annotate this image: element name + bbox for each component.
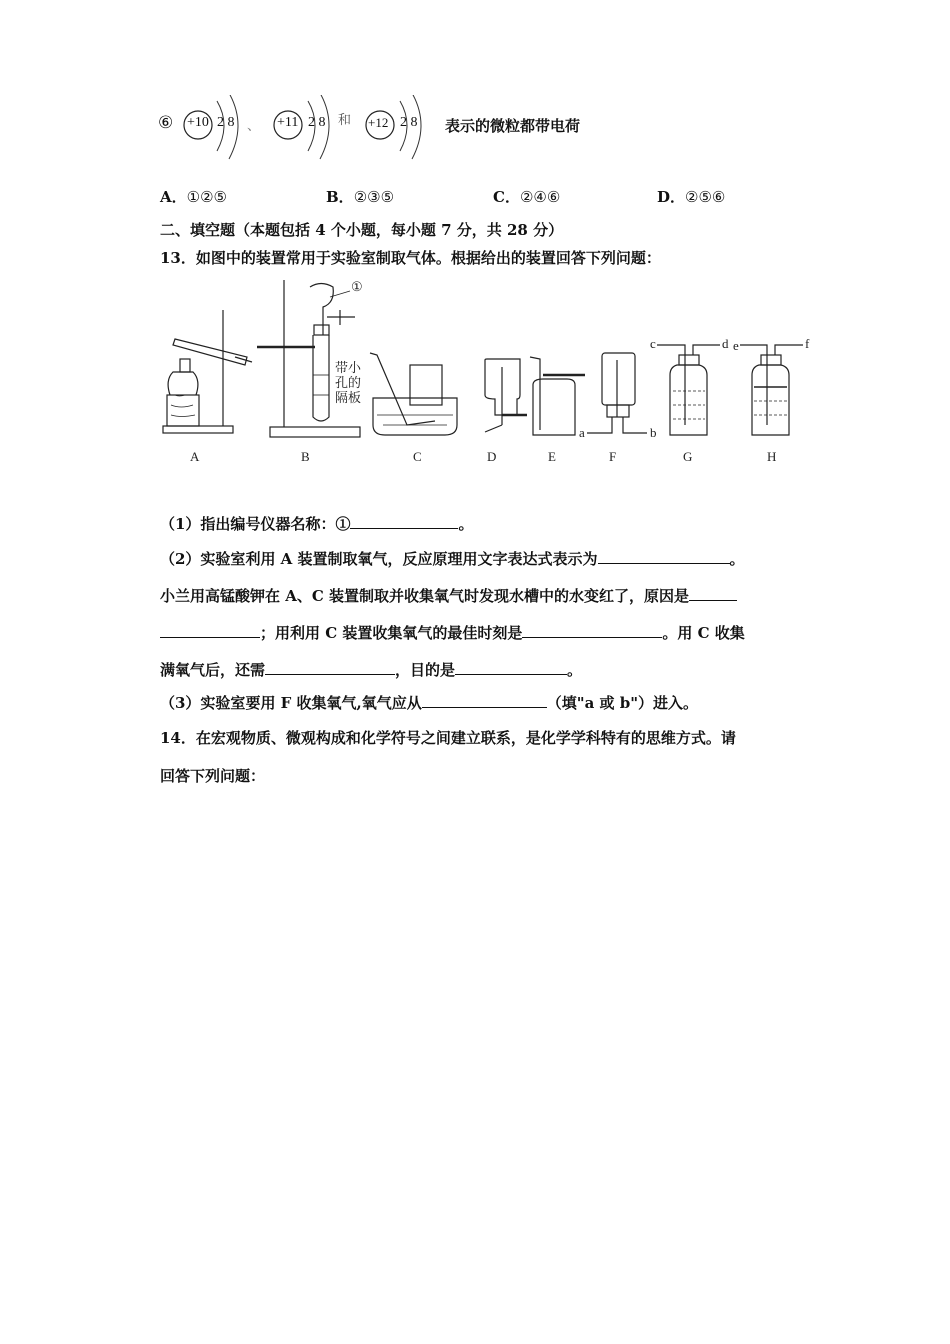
port-d: d	[722, 336, 729, 351]
separator-2: 和	[338, 113, 352, 128]
option-b-label: B．	[326, 188, 354, 206]
label-g: G	[683, 449, 693, 464]
apparatus-b-icon	[257, 280, 360, 437]
separator-1: 、	[247, 119, 261, 134]
q13-stem: 13．如图中的装置常用于实验室制取气体。根据给出的装置回答下列问题：	[160, 249, 661, 267]
answer-blank-3b[interactable]	[160, 623, 260, 638]
option-a-value: ①②⑤	[186, 188, 227, 206]
option-c-label: C．	[493, 188, 520, 206]
section-title: 二、填空题（本题包括 4 个小题，每小题 7 分，共 28 分）	[160, 221, 564, 239]
label-a: A	[190, 449, 200, 464]
apparatus-g-icon	[657, 345, 720, 435]
q13-part2-end: 。	[729, 550, 745, 568]
port-b: b	[650, 425, 657, 440]
port-e: e	[733, 338, 739, 353]
option-d-value: ②⑤⑥	[685, 188, 726, 206]
label-c: C	[413, 449, 422, 464]
label-f: F	[609, 449, 617, 464]
nucleus-charge-3: +12	[368, 115, 389, 130]
q13-part1-text: （1）指出编号仪器名称：①	[160, 515, 351, 533]
label-d: D	[487, 449, 497, 464]
option-a	[160, 186, 227, 207]
port-f: f	[805, 336, 810, 351]
q13-part3-end: （填"a 或 b"）进入。	[546, 694, 699, 712]
apparatus-svg	[155, 275, 825, 470]
apparatus-d-icon	[485, 359, 527, 432]
apparatus-a-icon	[163, 310, 252, 433]
answer-blank-1[interactable]	[350, 514, 458, 529]
item-marker: ⑥	[158, 113, 174, 133]
apparatus-figure	[155, 275, 825, 470]
callout-1: ①	[351, 279, 363, 294]
partition-note-1: 带小	[335, 360, 362, 375]
q13-part2-text: （2）实验室利用 A 装置制取氧气，反应原理用文字表达式表示为	[160, 550, 598, 568]
q13-part2b-text4: 满氧气后，还需	[160, 661, 266, 679]
q13-part2	[160, 548, 745, 569]
q13-part2b-text5: ，目的是	[395, 661, 456, 679]
answer-blank-7[interactable]	[422, 693, 547, 708]
electron-shells-2: 2 8	[308, 115, 326, 130]
answer-blank-2[interactable]	[598, 549, 730, 564]
q13-part1	[160, 513, 473, 534]
q13-part2b-line1	[160, 585, 737, 606]
apparatus-f-icon	[587, 353, 647, 433]
partition-note-2: 孔的	[335, 375, 362, 390]
nucleus-charge-2: +11	[277, 115, 299, 130]
q14-line1: 14．在宏观物质、微观构成和化学符号之间建立联系，是化学学科特有的思维方式。请	[160, 729, 736, 747]
apparatus-e-icon	[530, 357, 585, 435]
q13-part3-text: （3）实验室要用 F 收集氧气,氧气应从	[160, 694, 422, 712]
option-a-label: A．	[160, 188, 187, 206]
option-d-label: D．	[657, 188, 686, 206]
q13-part2b-line2	[160, 622, 745, 643]
option-c	[493, 186, 560, 207]
atom-structure-diagrams	[155, 95, 625, 165]
answer-blank-6[interactable]	[455, 660, 567, 675]
q13-part2b-line3	[160, 659, 582, 680]
q13-part2b-text6: 。	[567, 661, 583, 679]
option-d	[657, 186, 725, 207]
port-a: a	[579, 425, 585, 440]
nucleus-charge-1: +10	[187, 115, 209, 130]
q13-part2b-text1: 小兰用高锰酸钾在 A、C 装置制取并收集氧气时发现水槽中的水变红了，原因是	[160, 587, 690, 605]
electron-shells-3: 2 8	[400, 115, 418, 130]
q14-line2: 回答下列问题：	[160, 767, 266, 785]
label-h: H	[767, 449, 777, 464]
option-c-value: ②④⑥	[519, 188, 561, 206]
label-b: B	[301, 449, 310, 464]
q13-part2b-text3: 。用 C 收集	[662, 624, 745, 642]
port-c: c	[650, 336, 656, 351]
partition-note-3: 隔板	[335, 390, 362, 405]
answer-blank-4[interactable]	[522, 623, 662, 638]
answer-blank-3a[interactable]	[689, 586, 737, 601]
apparatus-h-icon	[740, 345, 803, 435]
option-b-value: ②③⑤	[353, 188, 395, 206]
q13-part3	[160, 692, 698, 713]
apparatus-c-icon	[370, 353, 457, 435]
answer-blank-5[interactable]	[265, 660, 395, 675]
q13-part1-end: 。	[458, 515, 474, 533]
label-e: E	[548, 449, 556, 464]
item-statement: 表示的微粒都带电荷	[445, 117, 581, 135]
q13-part2b-text2: ；用利用 C 装置收集氧气的最佳时刻是	[260, 624, 523, 642]
electron-shells-1: 2 8	[217, 115, 235, 130]
option-b	[326, 186, 394, 207]
